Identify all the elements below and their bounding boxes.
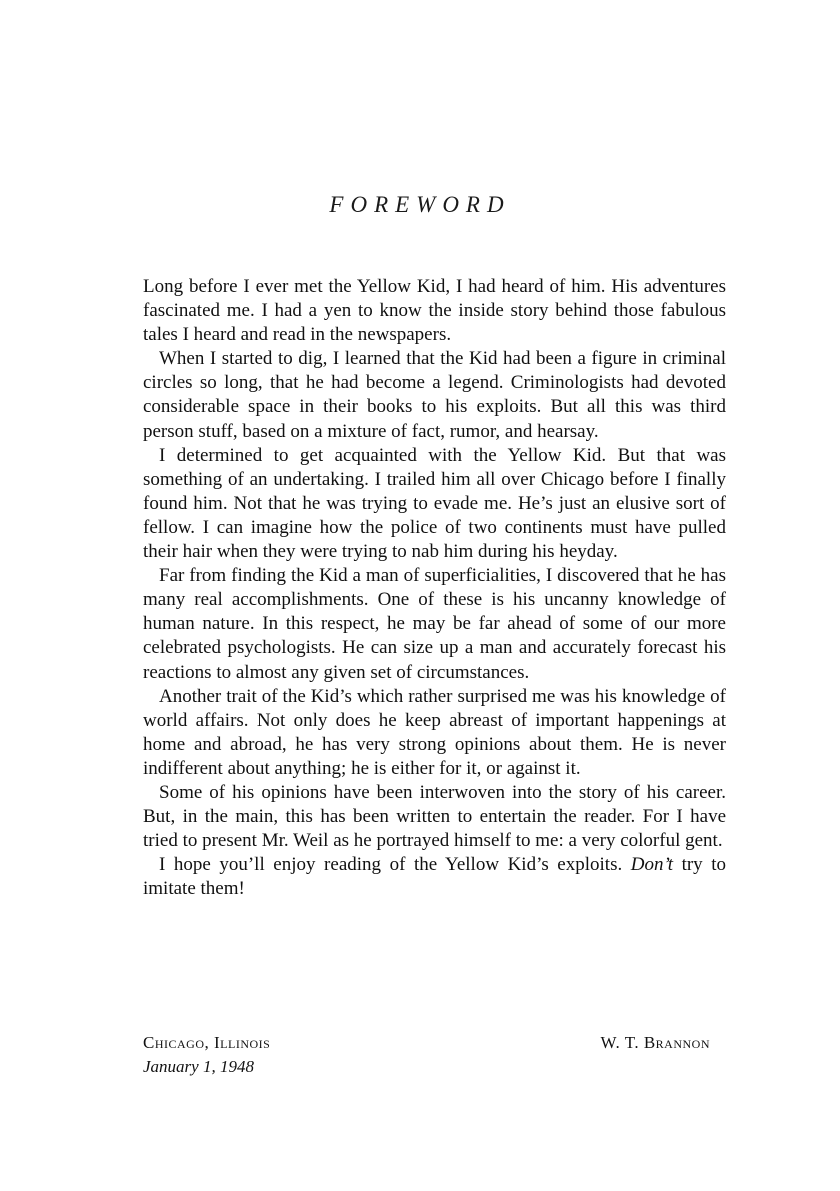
signature-place: Chicago, Illinois (143, 1033, 271, 1052)
paragraph-7 (143, 853, 726, 901)
paragraph-7-end: try to imitate them! (143, 854, 726, 900)
paragraph-4: Far from finding the Kid a man of superficialities, I discovered that he has many real accomplishments. One of these is his uncanny knowledge of human nature. In this respect, he may be far ahead of some of our more celebrated psychologists. He can size up a man and accurately forecast his reactions to almost any given set of circumstances. (143, 565, 726, 683)
signature-date: January 1, 1948 (143, 1057, 254, 1076)
foreword-body (143, 275, 726, 901)
paragraph-2: When I started to dig, I learned that the Kid had been a figure in criminal circles so long, that he had become a legend. Criminologists had devoted considerable space in their books to his exploits. But all this was third person stuff, based on a mixture of fact, rumor, and hearsay. (143, 348, 726, 442)
paragraph-6: Some of his opinions have been interwoven into the story of his career. But, in the main, this has been written to entertain the reader. For I have tried to present Mr. Weil as he portrayed himself to me: a very colorful gent. (143, 781, 726, 852)
paragraph-7-emphasis: Don’t (630, 854, 674, 876)
signature-block (143, 1031, 726, 1091)
paragraph-3: I determined to get acquainted with the Yellow Kid. But that was something of an undertaking. I trailed him all over Chicago before I finally found him. Not that he was trying to evade me. He’s just an elusive sort of fellow. I can imagine how the police of two continents must have pulled their hair when they were trying to nab him during his heyday. (143, 444, 726, 563)
page-title: FOREWORD (329, 192, 511, 217)
paragraph-7-start: I hope you’ll enjoy reading of the Yellow Kid’s exploits. (159, 854, 631, 876)
paragraph-5: Another trait of the Kid’s which rather surprised me was his knowledge of world affairs. Not only does he keep abreast of important happenings at home and abroad, he has very strong opinions about them. He is never indifferent about anything; he is either for it, or against it. (143, 685, 726, 779)
paragraph-1: Long before I ever met the Yellow Kid, I had heard of him. His adventures fascinated me. I had a yen to know the inside story behind those fabulous tales I heard and read in the newspapers. (143, 276, 726, 346)
signature-author: W. T. Brannon (600, 1033, 710, 1052)
